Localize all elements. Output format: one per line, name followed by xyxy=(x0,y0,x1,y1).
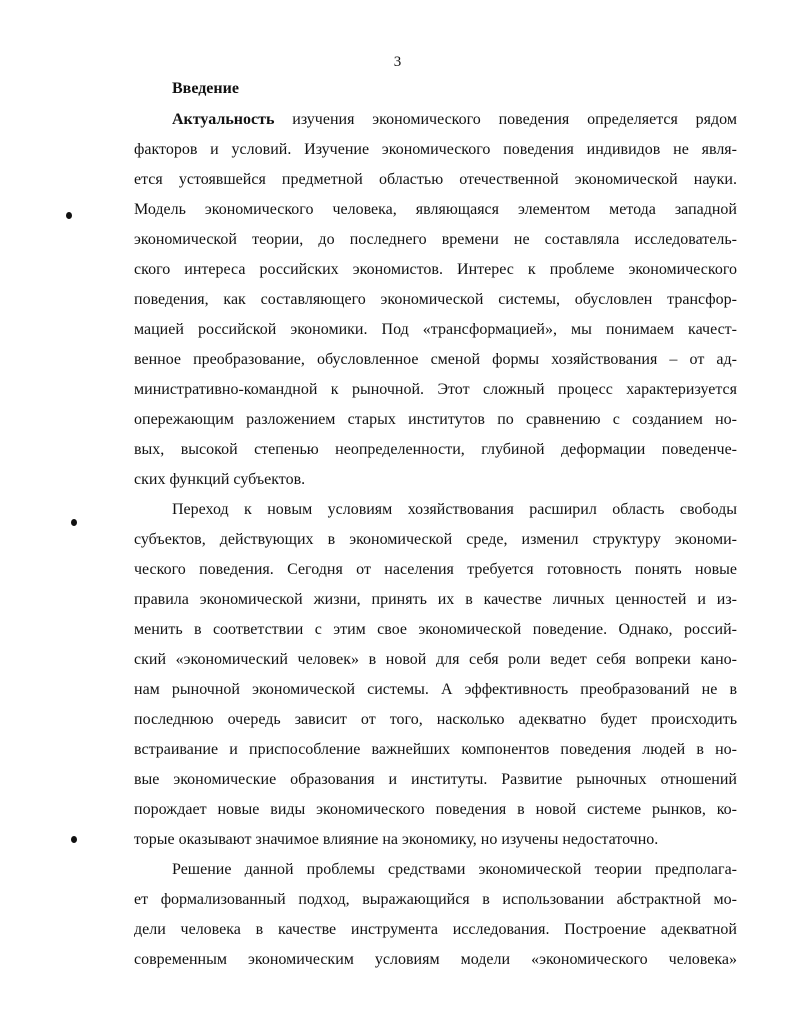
paragraph-2-line-12: торые оказывают значимое влияние на экономику, но изучены недостаточно. xyxy=(134,831,659,848)
paragraph-1-line-11: опережающим разложением старых институтов по сравнению с созданием но- xyxy=(134,411,737,428)
binding-dot xyxy=(71,519,77,526)
paragraph-1-line-6: ского интереса российских экономистов. Интерес к проблеме экономического xyxy=(134,261,737,278)
binding-dot xyxy=(71,836,77,843)
binding-dot xyxy=(66,212,72,219)
paragraph-1-line-9: венное преобразование, обусловленное сменой формы хозяйствования – от ад- xyxy=(134,351,737,368)
paragraph-1-line-10: министративно-командной к рыночной. Этот сложный процесс характеризуется xyxy=(134,381,737,398)
paragraph-1-line-5: экономической теории, до последнего времени не составляла исследователь- xyxy=(134,231,737,248)
paragraph-1-line-8: мацией российской экономики. Под «трансформацией», мы понимаем качест- xyxy=(134,321,737,338)
paragraph-2-line-1: Переход к новым условиям хозяйствования расширил область свободы xyxy=(172,501,737,518)
paragraph-2-line-9: встраивание и приспособление важнейших компонентов поведения людей в но- xyxy=(134,741,737,758)
paragraph-1-line-2: факторов и условий. Изучение экономического поведения индивидов не явля- xyxy=(134,141,737,158)
paragraph-3-line-3: дели человека в качестве инструмента исследования. Построение адекватной xyxy=(134,921,737,938)
paragraph-3-line-1: Решение данной проблемы средствами экономической теории предполага- xyxy=(172,861,737,878)
section-heading: Введение xyxy=(172,80,239,97)
paragraph-2-line-5: менить в соответствии с этим свое экономической поведение. Однако, россий- xyxy=(134,621,737,638)
paragraph-1-line-1 xyxy=(172,108,737,132)
paragraph-3-line-4: современным экономическим условиям модели «экономического человека» xyxy=(134,951,737,968)
paragraph-1-line-7: поведения, как составляющего экономической системы, обусловлен трансфор- xyxy=(134,291,737,308)
paragraph-2-line-3: ческого поведения. Сегодня от населения требуется готовность понять новые xyxy=(134,561,737,578)
paragraph-1-line-12: вых, высокой степенью неопределенности, глубиной деформации поведенче- xyxy=(134,441,737,458)
paragraph-2-line-10: вые экономические образования и институты. Развитие рыночных отношений xyxy=(134,771,737,788)
paragraph-2-line-11: порождает новые виды экономического поведения в новой системе рынков, ко- xyxy=(134,801,737,818)
paragraph-2-line-4: правила экономической жизни, принять их в качестве личных ценностей и из- xyxy=(134,591,737,608)
paragraph-1-line-3: ется устоявшейся предметной областью отечественной экономической науки. xyxy=(134,171,737,188)
line-text: изучения экономического поведения определяется рядом xyxy=(274,111,737,128)
paragraph-3-line-2: ет формализованный подход, выражающийся в использовании абстрактной мо- xyxy=(134,891,737,908)
paragraph-1-line-4: Модель экономического человека, являющаяся элементом метода западной xyxy=(134,201,737,218)
paragraph-2-line-8: последнюю очередь зависит от того, насколько адекватно будет происходить xyxy=(134,711,737,728)
paragraph-2-line-6: ский «экономический человек» в новой для себя роли ведет себя вопреки кано- xyxy=(134,651,737,668)
paragraph-2-line-7: нам рыночной экономической системы. А эффективность преобразований не в xyxy=(134,681,737,698)
paragraph-1-line-13: ских функций субъектов. xyxy=(134,471,306,488)
relevance-term: Актуальность xyxy=(172,111,275,128)
page-number: 3 xyxy=(393,54,402,70)
paragraph-2-line-2: субъектов, действующих в экономической среде, изменил структуру экономи- xyxy=(134,531,737,548)
